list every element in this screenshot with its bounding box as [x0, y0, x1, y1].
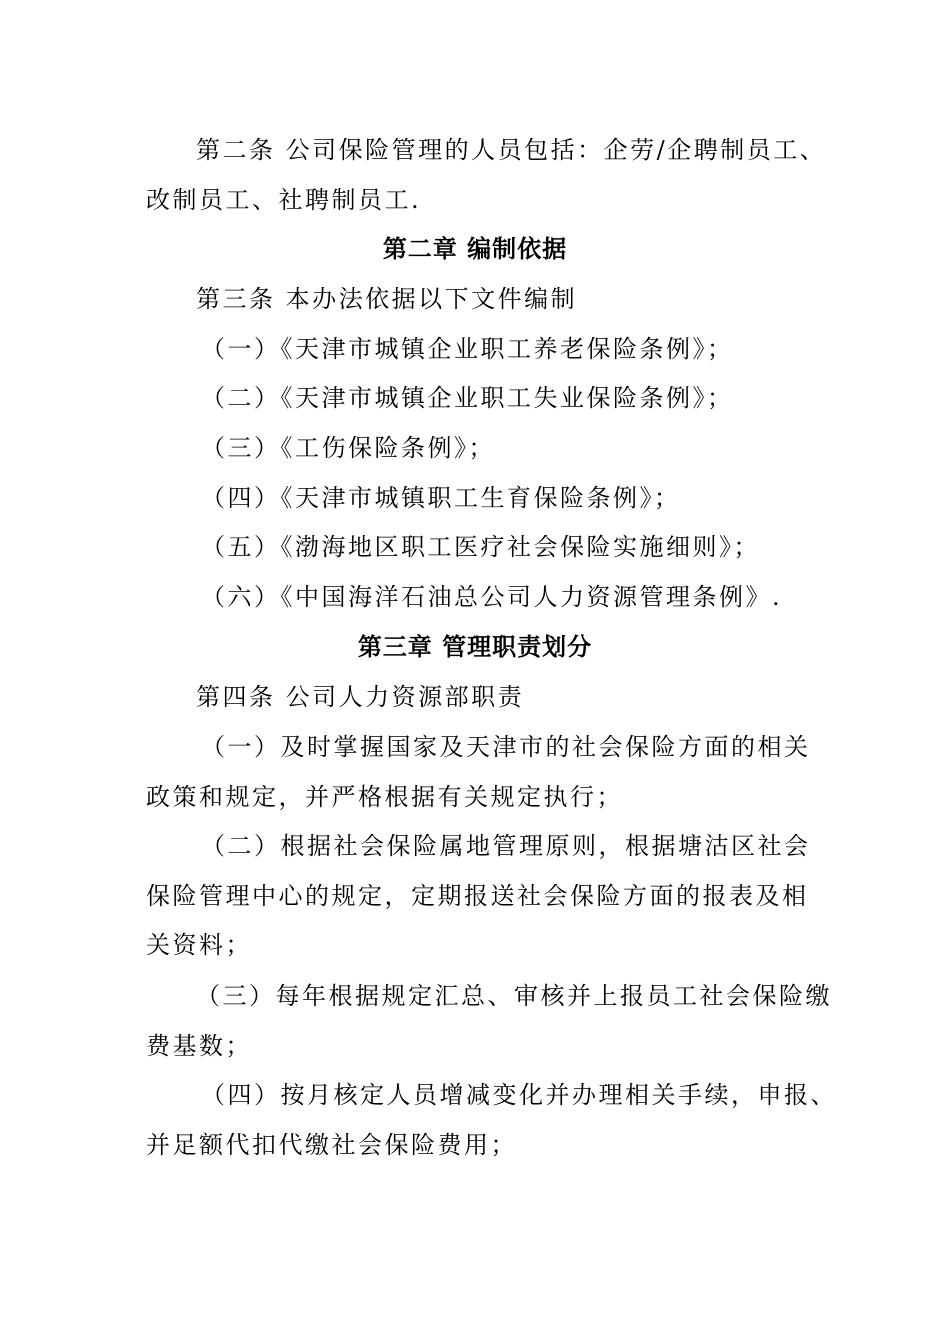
duty-item-1-line-1: （一）及时掌握国家及天津市的社会保险方面的相关	[201, 733, 811, 761]
basis-item-3: （三）《工伤保险条例》；	[201, 434, 495, 462]
duty-item-1-line-2: 政策和规定，并严格根据有关规定执行；	[146, 783, 623, 811]
chapter-2-heading: 第二章 编制依据	[382, 234, 568, 263]
basis-item-1: （一）《天津市城镇企业职工养老保险条例》；	[201, 335, 734, 363]
basis-item-4: （四）《天津市城镇职工生育保险条例》；	[201, 484, 681, 512]
duty-item-4-line-2: 并足额代扣代缴社会保险费用；	[146, 1131, 517, 1159]
basis-item-2: （二）《天津市城镇企业职工失业保险条例》；	[201, 384, 734, 412]
duty-item-2-line-1: （二）根据社会保险属地管理原则，根据塘沽区社会	[201, 832, 811, 860]
basis-item-6: （六）《中国海洋石油总公司人力资源管理条例》.	[201, 583, 783, 611]
chapter-3-heading: 第三章 管理职责划分	[357, 632, 593, 661]
duty-item-2-line-2: 保险管理中心的规定，定期报送社会保险方面的报表及相	[146, 882, 809, 910]
article-3: 第三条 本办法依据以下文件编制	[196, 285, 578, 313]
article-2-line-1: 第二条 公司保险管理的人员包括：企劳/企聘制员工、	[196, 136, 827, 164]
article-4: 第四条 公司人力资源部职责	[196, 683, 525, 711]
duty-item-3-line-1: （三）每年根据规定汇总、审核并上报员工社会保险缴	[196, 982, 832, 1010]
duty-item-4-line-1: （四）按月核定人员增减变化并办理相关手续，申报、	[201, 1081, 837, 1109]
duty-item-3-line-2: 费基数；	[146, 1032, 252, 1060]
basis-item-5: （五）《渤海地区职工医疗社会保险实施细则》；	[201, 533, 760, 561]
duty-item-2-line-3: 关资料；	[146, 931, 252, 959]
article-2-line-2: 改制员工、社聘制员工.	[146, 186, 422, 214]
